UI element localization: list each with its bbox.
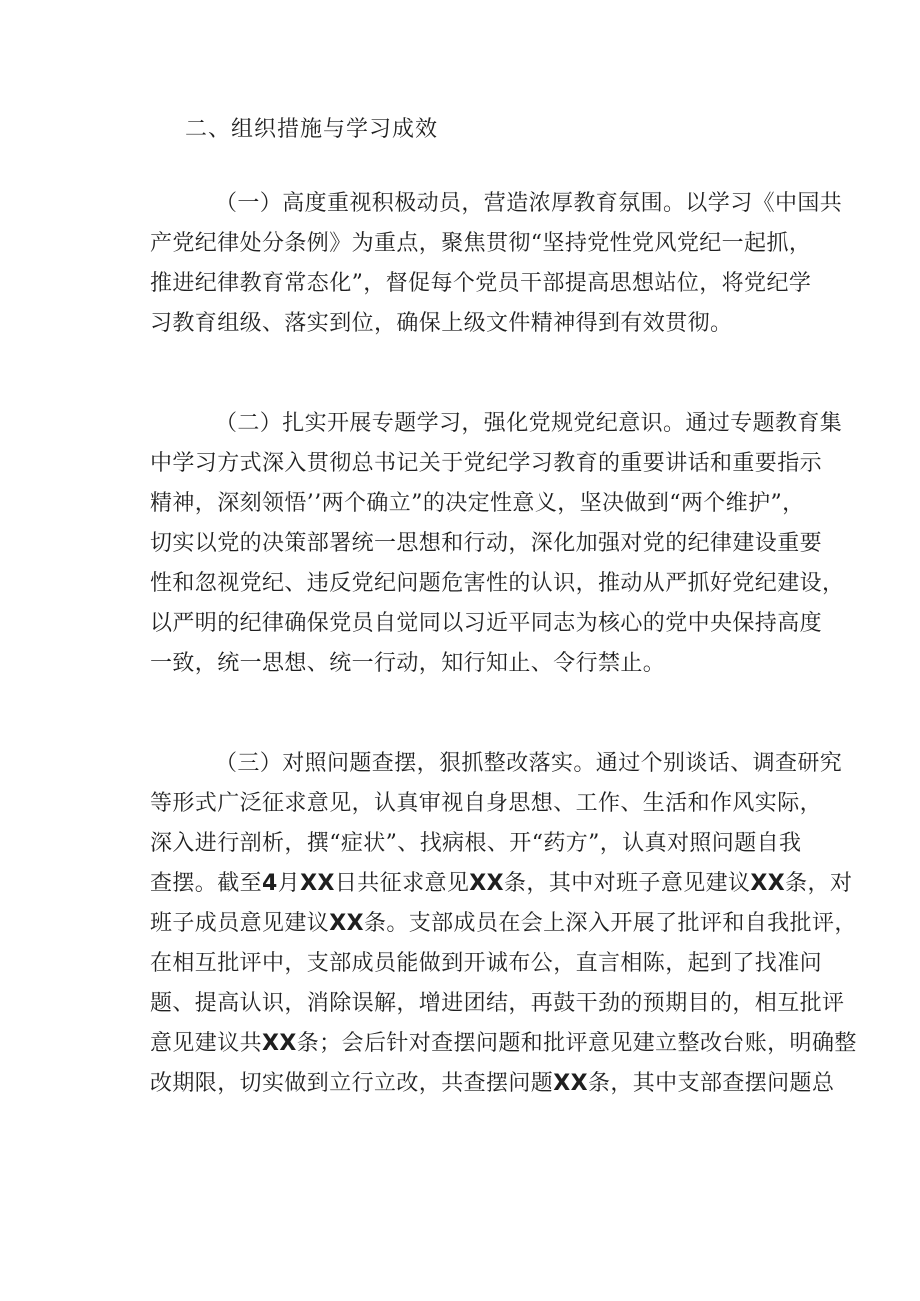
paragraph-3-line-4 [150, 866, 852, 902]
paragraph-2-line-4: 切实以党的决策部署统一思想和行动，深化加强对党的纪律建设重要 [150, 531, 823, 556]
paragraph-1-line-1: （一）高度重视积极动员，营造浓厚教育氛围。以学习《中国共 [215, 191, 843, 216]
text-segment: 意见建议共 [150, 1031, 263, 1056]
text-segment: 条。支部成员在会上深入开展了批评和自我批评， [363, 911, 857, 936]
count-placeholder: XX [553, 1071, 588, 1096]
paragraph-3-line-8 [150, 1026, 857, 1062]
paragraph-3-line-6: 在相互批评中，支部成员能做到开诚布公，直言相陈，起到了找准问 [150, 951, 823, 976]
paragraph-1-line-2: 产党纪律处分条例》为重点，聚焦贯彻“坚持党性党风党纪一起抓， [150, 231, 812, 256]
paragraph-2-line-3: 精神，深刻领悟’’两个确立”的决定性意义，坚决做到“两个维护”， [150, 491, 805, 516]
paragraph-3-line-9 [150, 1066, 834, 1102]
paragraph-3-line-5 [150, 906, 857, 942]
section-heading: 二、组织措施与学习成效 [185, 117, 439, 142]
text-segment: 查摆。截至 [150, 871, 263, 896]
count-placeholder: XX [469, 871, 505, 896]
paragraph-2-line-6: 以严明的纪律确保党员自觉同以习近平同志为核心的党中央保持高度 [150, 611, 823, 636]
text-segment: 日共征求意见 [334, 871, 470, 896]
paragraph-3-line-1: （三）对照问题查摆，狠抓整改落实。通过个别谈话、调查研究 [215, 751, 843, 776]
paragraph-2-line-2: 中学习方式深入贯彻总书记关于党纪学习教育的重要讲话和重要指示 [150, 451, 823, 476]
text-segment: 条，其中对班子意见建议 [504, 871, 751, 896]
text-segment: 条，其中支部查摆问题总 [587, 1071, 835, 1096]
paragraph-2-line-1: （二）扎实开展专题学习，强化党规党纪意识。通过专题教育集 [215, 411, 843, 436]
count-placeholder: XX [262, 1031, 297, 1056]
day-placeholder: XX [300, 871, 335, 896]
text-segment: 改期限，切实做到立行立改，共查摆问题 [150, 1071, 554, 1096]
paragraph-3-line-7: 题、提高认识，消除误解，增进团结，再鼓干劲的预期目的，相互批评 [150, 991, 845, 1016]
paragraph-1-line-3: 推进纪律教育常态化”，督促每个党员干部提高思想站位，将党纪学 [150, 271, 812, 296]
count-placeholder: XX [750, 871, 786, 896]
text-segment: 条，对 [785, 871, 853, 896]
text-segment: 月 [277, 871, 301, 896]
paragraph-2-line-7: 一致，统一思想、统一行动，知行知止、令行禁止。 [150, 651, 666, 676]
month-value: 4 [262, 871, 278, 896]
paragraph-3-line-2: 等形式广泛征求意见，认真审视自身思想、工作、生活和作风实际， [150, 791, 823, 816]
paragraph-1-line-4: 习教育组级、落实到位，确保上级文件精神得到有效贯彻。 [150, 311, 733, 336]
text-segment: 班子成员意见建议 [150, 911, 330, 936]
paragraph-3-line-3: 深入进行剖析，撰“症状”、找病根、开“药方”，认真对照问题自我 [150, 831, 802, 856]
count-placeholder: XX [329, 911, 364, 936]
text-segment: 条；会后针对查摆问题和批评意见建立整改台账，明确整 [296, 1031, 857, 1056]
paragraph-2-line-5: 性和忽视党纪、违反党纪问题危害性的认识，推动从严抓好党纪建设， [150, 571, 845, 596]
